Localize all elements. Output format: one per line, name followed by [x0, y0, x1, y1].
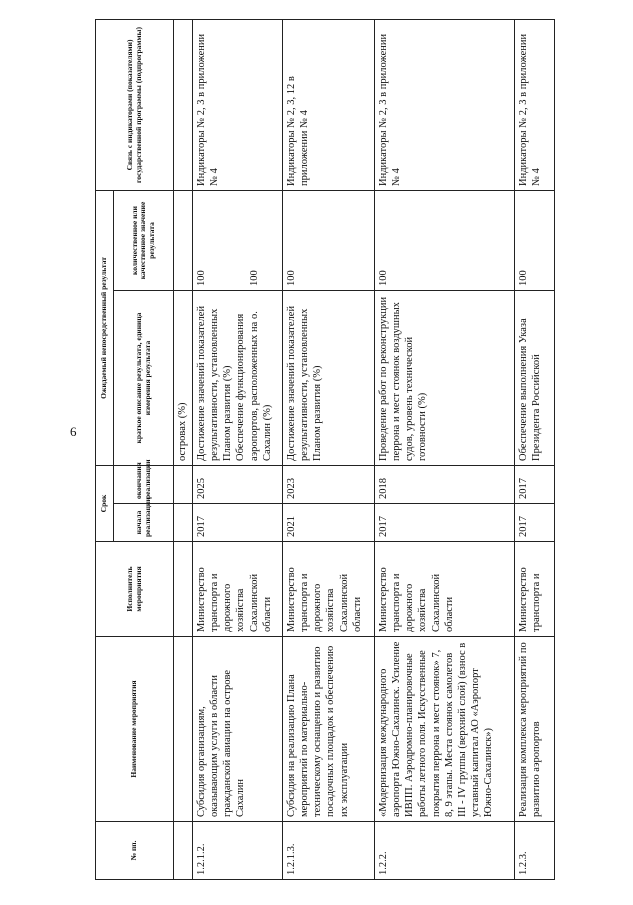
- row-start: 2021: [283, 504, 375, 542]
- row-result: Достижение значений показателей результативности, установленных Планом развития (%) Обеспечение функционирования аэропортов, расположенных на о. Сахалин (%): [193, 290, 283, 465]
- row-indicator: Индикаторы № 2, 3 в приложении № 4: [375, 19, 515, 190]
- row-value: 100: [283, 190, 375, 290]
- row-value: 100 100: [193, 190, 283, 290]
- table-row: [375, 19, 515, 879]
- row-start: 2017: [515, 504, 555, 542]
- row-executor: Министерство транспорта и: [515, 542, 555, 637]
- continuation-row: [174, 19, 193, 879]
- continuation-result: островах (%): [174, 290, 193, 465]
- table-row: [283, 19, 375, 879]
- row-name: «Модернизация международного аэропорта Южно-Сахалинск. Усиление ИВПП. Аэродромно-планировочные работы летного поля. Искусственные покрытия перрона и мест стоянок» 7, 8, 9 этапы. Места стоянок самолетов III - IV группы (верхний слой) (взнос в уставный капитал АО «Аэропорт Южно-Сахалинск»): [375, 637, 515, 822]
- header-executor: Исполнитель мероприятия: [96, 542, 174, 637]
- header-result-desc: краткое описание результата, единица измерения результата: [114, 290, 174, 465]
- row-num: 1.2.2.: [375, 822, 515, 880]
- row-start: 2017: [193, 504, 283, 542]
- row-result: Обеспечение выполнения Указа Президента Российской: [515, 290, 555, 465]
- row-indicator: Индикаторы № 2, 3 в приложении № 4: [515, 19, 555, 190]
- row-end: 2018: [375, 465, 515, 503]
- row-num: 1.2.1.3.: [283, 822, 375, 880]
- row-start: 2017: [375, 504, 515, 542]
- header-term: Срок: [96, 465, 114, 541]
- header-term-end: окончания реализации: [114, 465, 174, 503]
- row-name: Реализация комплекса мероприятий по развитию аэропортов: [515, 637, 555, 822]
- row-executor: Министерство транспорта и дорожного хозяйства Сахалинской области: [375, 542, 515, 637]
- row-name: Субсидия организациям, оказывающим услуги в области гражданской авиации на острове Сахалин: [193, 637, 283, 822]
- page-number: 6: [70, 424, 77, 439]
- row-value: 100: [515, 190, 555, 290]
- row-executor: Министерство транспорта и дорожного хозяйства Сахалинской области: [283, 542, 375, 637]
- row-indicator: Индикаторы № 2, 3, 12 в приложении № 4: [283, 19, 375, 190]
- row-name: Субсидия на реализацию Плана мероприятий по материально-техническому оснащению и развитию посадочных площадок и обеспечению их эксплуатации: [283, 637, 375, 822]
- header-indicators: Связь с индикаторами (показателями) государственной программы (подпрограммы): [96, 19, 174, 190]
- table-row: [193, 19, 283, 879]
- row-num: 1.2.3.: [515, 822, 555, 880]
- row-result: Достижение значений показателей результативности, установленных Планом развития (%): [283, 290, 375, 465]
- header-result-value: количественное или качественное значение результата: [114, 190, 174, 290]
- row-end: 2025: [193, 465, 283, 503]
- header-result: Ожидаемый непосредственный результат: [96, 190, 114, 465]
- row-indicator: Индикаторы № 2, 3 в приложении № 4: [193, 19, 283, 190]
- header-name: Наименование мероприятия: [96, 637, 174, 822]
- header-num: № пп.: [96, 822, 174, 880]
- header-term-start: начала реализации: [114, 504, 174, 542]
- row-result: Проведение работ по реконструкции перрона и мест стоянок воздушных судов, уровень технической готовности (%): [375, 290, 515, 465]
- table-row: [515, 19, 555, 879]
- row-value: 100: [375, 190, 515, 290]
- row-end: 2017: [515, 465, 555, 503]
- events-table: [95, 19, 555, 880]
- row-executor: Министерство транспорта и дорожного хозяйства Сахалинской области: [193, 542, 283, 637]
- rotated-table-wrapper: [95, 20, 595, 880]
- row-end: 2023: [283, 465, 375, 503]
- row-num: 1.2.1.2.: [193, 822, 283, 880]
